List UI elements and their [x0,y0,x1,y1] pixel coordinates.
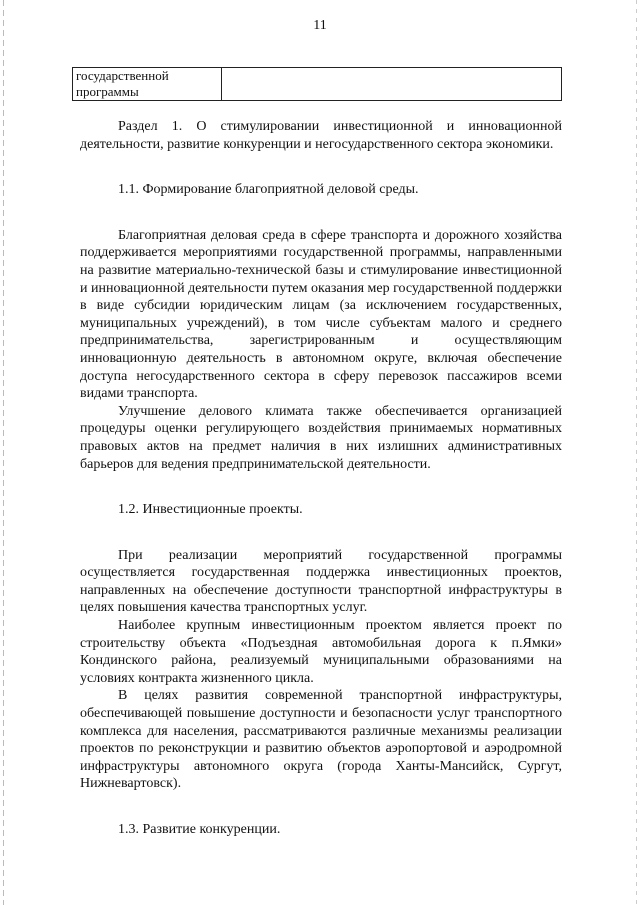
section-title: Раздел 1. О стимулировании инвестиционной и инновационной деятельности, развитие конкуренции и негосударственного сектора экономики. [80,119,562,152]
paragraph: Улучшение делового климата также обеспечивается организацией процедуры оценки регулирующего воздействия принимаемых нормативных правовых актов на предмет наличия в них излишних административных барьеров для ведения предпринимательской деятельности. [80,403,562,472]
paragraph: Благоприятная деловая среда в сфере транспорта и дорожного хозяйства поддерживается мероприятиями государственной программы, направленными на развитие материально-технической базы и стимулирование инвестиционной и инновационной деятельности путем оказания мер государственной поддержки в виде субсидии юридическим лицам (за исключением государственных, муниципальных учреждений), в том числе субъектам малого и среднего предпринимательства, зарегистрированным и осуществляющим инновационную деятельность в автономном округе, включая обеспечение доступа негосударственного сектора в сферу перевозок пассажиров всеми видами транспорта. [80,227,562,402]
spacer [80,793,562,821]
scan-edge-right [636,0,637,905]
subsection-title: 1.3. Развитие конкуренции. [118,822,281,837]
page-number: 11 [313,18,327,33]
table-cell-value [222,68,562,101]
spacer [80,473,562,501]
table-fragment [72,67,562,101]
table-cell-line: программы [76,84,139,99]
document-body [80,118,562,867]
paragraph: Наиболее крупным инвестиционным проектом является проект по строительству объекта «Подъездная автомобильная дорога к п.Ямки» Кондинского района, реализуемый муниципальными образованиями на условиях контракта жизненного цикла. [80,618,562,686]
paragraph: При реализации мероприятий государственной программы осуществляется государственная поддержка инвестиционных проектов, направленных на обеспечение доступности транспортной инфраструктуры в целях повышения качества транспортных услуг. [80,547,562,616]
subsection-title: 1.1. Формирование благоприятной деловой среды. [118,182,419,198]
scan-edge-left [3,0,4,905]
table-cell-line: государственной [76,68,169,83]
subsection-title: 1.2. Инвестиционные проекты. [118,502,303,518]
table-cell-label [73,68,222,101]
paragraph: В целях развития современной транспортной инфраструктуры, обеспечивающей повышение доступности и безопасности услуг транспортного комплекса для населения, рассматриваются различные механизмы реализации проектов по реконструкции и развитию объектов аэропортовой и аэродромной инфраструктуры автономного округа (города Ханты-Мансийск, Сургут, Нижневартовск). [80,688,562,792]
